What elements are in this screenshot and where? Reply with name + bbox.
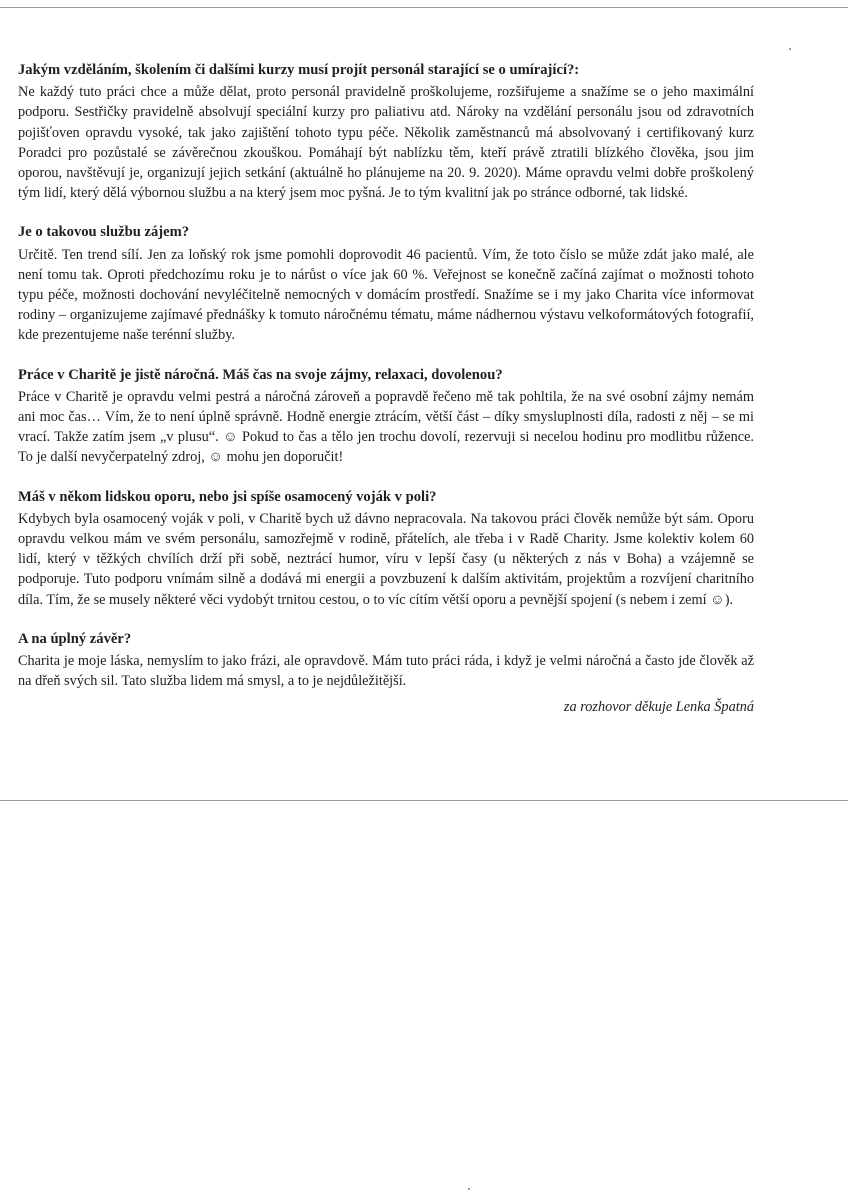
answer-paragraph: Kdybych byla osamocený voják v poli, v Charitě bych už dávno nepracovala. Na takovou práci člověk nemůže být sám. Oporu opravdu velkou mám ve svém personálu, samozřejmě v rodině, přátelích, ale třeba i v Radě Charity. Jsme kolektiv kolem 60 lidí, který v těžkých chvílích drží při sobě, neztrácí humor, víru v lepší časy (u některých z nás v Boha) a vzájemně se podporuje. Tuto podporu vnímám silně a dodává mi energii a povzbuzení k dalším aktivitám, projektům a rozvíjení charitního díla. Tím, že se musely některé věci vydobýt trnitou cestou, o to víc cítím větší oporu a pevnější spojení (s nebem i zemí ☺).: [18, 510, 754, 608]
answer-paragraph: Ne každý tuto práci chce a může dělat, proto personál pravidelně proškolujeme, rozšiřujeme a snažíme se o jeho maximální podporu. Sestřičky pravidelně absolvují speciální kurzy pro paliativu atd. Nároky na vzdělání personálu jsou od zdravotních pojišťoven opravdu vysoké, tak jako zajištění tohoto typu péče. Několik zaměstnanců má absolvovaný i certifikovaný kurz Poradci pro pozůstalé se závěrečnou zkouškou. Pomáhají být nablízku těm, kteří právě ztratili blízkého člověka, jsou jim oporou, navštěvují je, organizují jejich setkání (aktuálně ho plánujeme na 20. 9. 2020). Máme opravdu velmi dobře proškolený tým lidí, který dělá výbornou službu a na který jsem moc pyšná. Je to tým kvalitní jak po stránce odborné, tak lidské.: [18, 84, 754, 202]
scan-speck: [468, 1188, 470, 1190]
question-heading: Jakým vzděláním, školením či dalšími kurzy musí projít personál starající se o umírající?:: [18, 62, 580, 78]
section-interest: [18, 222, 754, 345]
section-support: [18, 487, 754, 610]
section-education: [18, 60, 754, 203]
bottom-scan-rule: [0, 800, 848, 801]
answer-paragraph: Určitě. Ten trend sílí. Jen za loňský rok jsme pomohli doprovodit 46 pacientů. Vím, že toto číslo se může zdát jako malé, ale není tomu tak. Oproti předchozímu roku je to nárůst o více jak 60 %. Veřejnost se konečně začíná zajímat o možnosti tohoto typu péče, možnosti dochování nevyléčitelně nemocných v domácím prostředí. Snažíme se i my jako Charita více informovat rodiny – organizujeme zajímavé přednášky k tomuto náročnému tématu, máme nádhernou výstavu velkoformátových fotografií, kde prezentujeme naše terénní služby.: [18, 246, 754, 344]
interview-text: [18, 60, 754, 718]
answer-paragraph: Charita je moje láska, nemyslím to jako frázi, ale opravdově. Mám tuto práci ráda, i když je velmi náročná a často jde člověk až na dřeň svých sil. Tato služba lidem má smysl, a to je nejdůležitější.: [18, 653, 754, 690]
top-scan-rule: [0, 7, 848, 8]
question-heading: Je o takovou službu zájem?: [18, 224, 190, 241]
question-heading: Máš v někom lidskou oporu, nebo jsi spíše osamocený voják v poli?: [18, 488, 437, 505]
signature: za rozhovor děkuje Lenka Špatná: [563, 699, 754, 716]
section-work-life: [18, 365, 754, 468]
question-heading: Práce v Charitě je jistě náročná. Máš čas na svoje zájmy, relaxaci, dovolenou?: [18, 366, 503, 383]
answer-paragraph: Práce v Charitě je opravdu velmi pestrá a náročná zároveň a popravdě řečeno mě tak pohltila, že na své osobní zájmy nemám ani moc čas… Vím, že to není úplně správně. Hodně energie ztrácím, větší část – díky smysluplnosti díla, radosti z něj – se mi vrací. Takže zatím jsem „v plusu“. ☺ Pokud to čas a tělo jen trochu dovolí, rezervuji si necelou hodinu pro modlitbu růžence. To je další nevyčerpatelný zdroj, ☺ mohu jen doporučit!: [18, 388, 754, 466]
question-heading: A na úplný závěr?: [18, 630, 132, 647]
section-conclusion: [18, 629, 754, 692]
scan-speck: [789, 48, 791, 50]
